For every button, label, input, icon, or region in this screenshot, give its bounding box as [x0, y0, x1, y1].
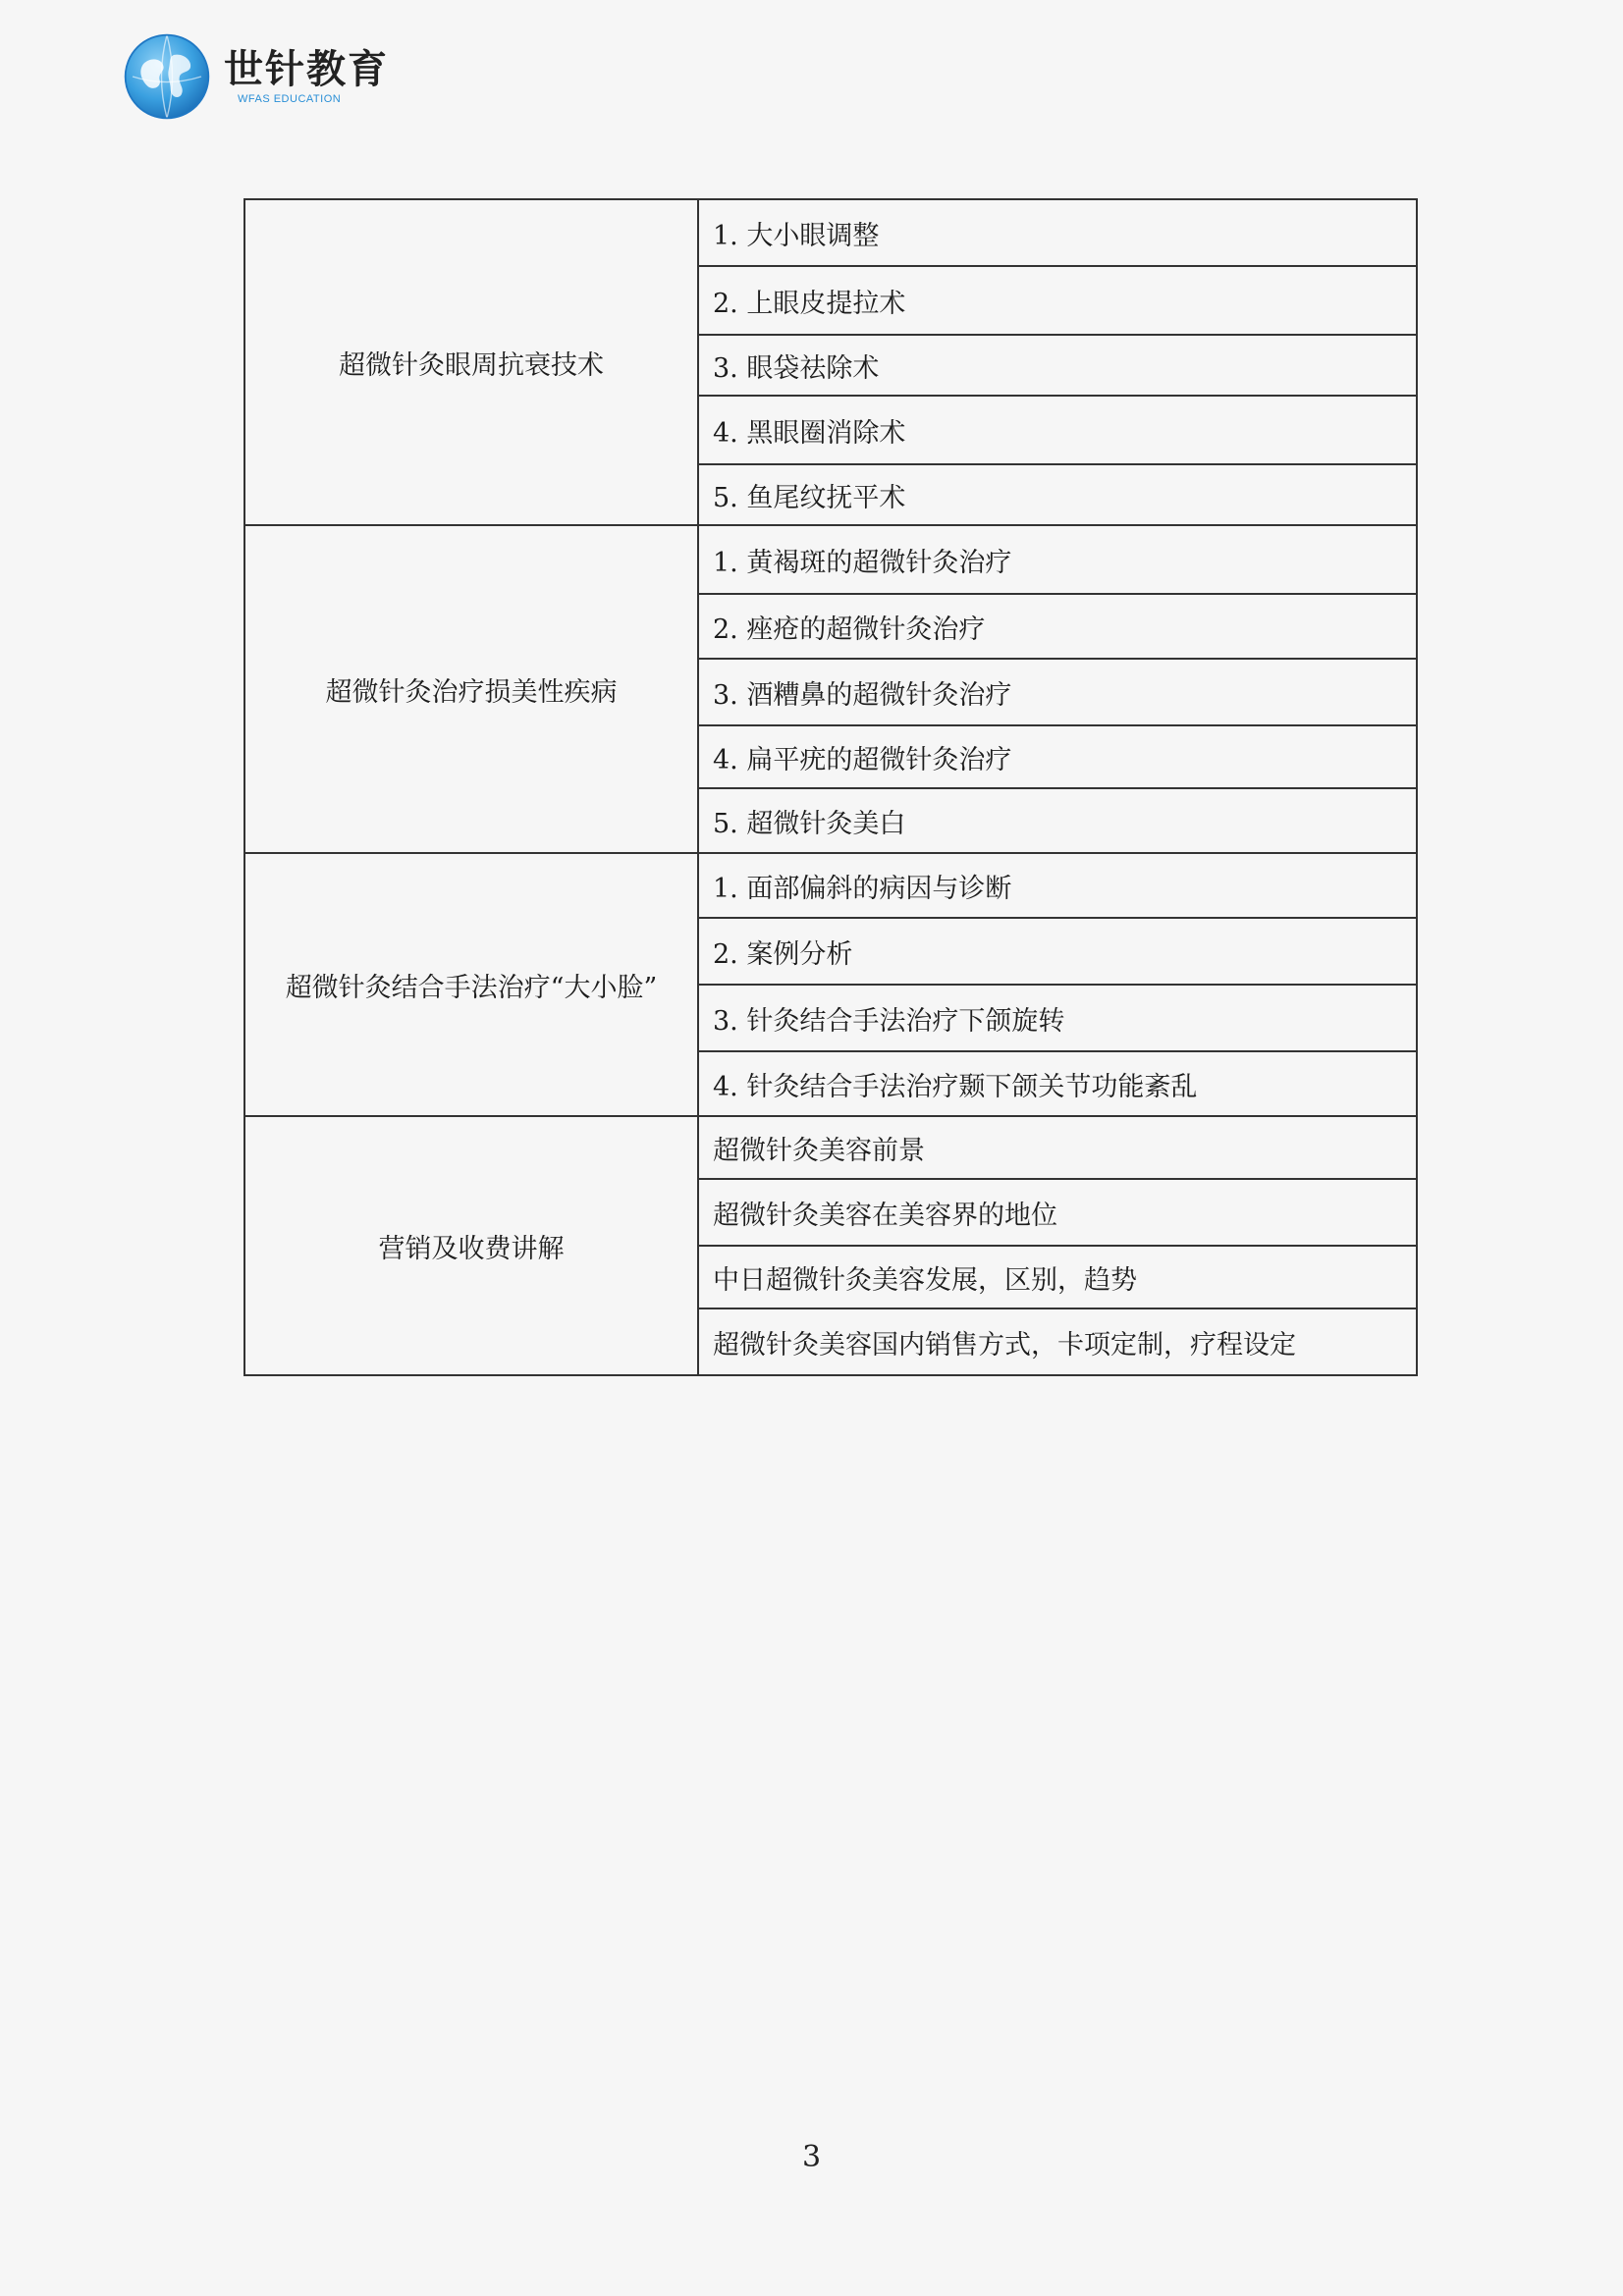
item-cell: 2. 案例分析	[698, 918, 1417, 985]
page-number: 3	[801, 2140, 822, 2174]
logo	[122, 27, 389, 126]
item-cell: 2. 痤疮的超微针灸治疗	[698, 594, 1417, 659]
category-cell: 营销及收费讲解	[244, 1116, 698, 1375]
item-cell: 超微针灸美容国内销售方式，卡项定制，疗程设定	[698, 1308, 1417, 1375]
table-row	[244, 525, 1417, 594]
item-cell: 5. 超微针灸美白	[698, 788, 1417, 853]
table-row	[244, 1116, 1417, 1179]
item-cell: 5. 鱼尾纹抚平术	[698, 464, 1417, 525]
course-table	[243, 198, 1418, 1376]
table-row	[244, 853, 1417, 918]
globe-logo-icon	[122, 31, 212, 122]
item-cell: 1. 大小眼调整	[698, 199, 1417, 266]
table-row	[244, 199, 1417, 266]
category-cell: 超微针灸结合手法治疗“大小脸”	[244, 853, 698, 1116]
item-cell: 超微针灸美容前景	[698, 1116, 1417, 1179]
item-cell: 4. 黑眼圈消除术	[698, 396, 1417, 464]
category-cell: 超微针灸眼周抗衰技术	[244, 199, 698, 525]
item-cell: 4. 针灸结合手法治疗颞下颌关节功能紊乱	[698, 1051, 1417, 1116]
item-cell: 4. 扁平疣的超微针灸治疗	[698, 725, 1417, 788]
item-cell: 2. 上眼皮提拉术	[698, 266, 1417, 335]
item-cell: 中日超微针灸美容发展，区别，趋势	[698, 1246, 1417, 1308]
item-cell: 1. 黄褐斑的超微针灸治疗	[698, 525, 1417, 594]
item-cell: 3. 眼袋祛除术	[698, 335, 1417, 396]
item-cell: 3. 酒糟鼻的超微针灸治疗	[698, 659, 1417, 725]
logo-title: 世针教育	[224, 47, 389, 92]
logo-subtitle: WFAS EDUCATION	[238, 93, 342, 105]
item-cell: 1. 面部偏斜的病因与诊断	[698, 853, 1417, 918]
item-cell: 超微针灸美容在美容界的地位	[698, 1179, 1417, 1246]
category-cell: 超微针灸治疗损美性疾病	[244, 525, 698, 853]
item-cell: 3. 针灸结合手法治疗下颌旋转	[698, 985, 1417, 1051]
